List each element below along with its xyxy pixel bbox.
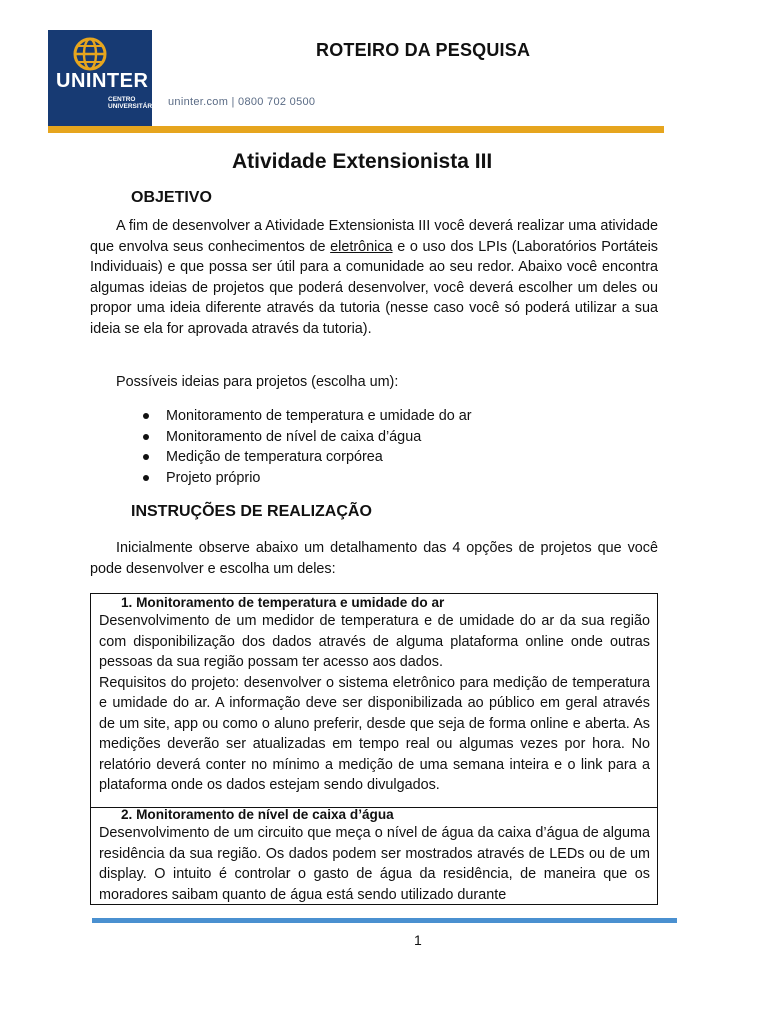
project-description: Desenvolvimento de um circuito que meça o nível de água da caixa d’água de alguma residência da sua região. Os dados podem ser mostrados através de LEDs ou de um display. O intuito é controlar o gasto de água da residência, de maneira que os moradores saibam quanto de água está sendo utilizado durante: [99, 825, 650, 903]
ideas-list: [140, 406, 472, 488]
objective-heading: OBJETIVO: [131, 189, 212, 206]
footer-divider: [92, 918, 677, 923]
project-heading: 1. Monitoramento de temperatura e umidade do ar: [121, 595, 445, 610]
project-box-2: [90, 806, 658, 905]
uninter-logo: [48, 30, 159, 130]
instructions-paragraph: Inicialmente observe abaixo um detalhamento das 4 opções de projetos que você pode desenvolver e escolha um deles:: [90, 540, 658, 577]
objective-paragraph: A fim de desenvolver a Atividade Extensionista III você deverá realizar uma atividade que envolva seus conhecimentos de eletrônica e o uso dos LPIs (Laboratórios Portáteis Individuais) e que possa ser útil para a comunidade ao seu redor. Abaixo você encontra algumas ideias de projetos que poderá desenvolver, você deverá escolher um deles ou propor uma ideia diferente através da tutoria (nesse caso você só poderá utilizar a sua ideia se ela for aprovada através da tutoria).: [90, 218, 658, 337]
project-requirements: Requisitos do projeto: desenvolver o sistema eletrônico para medição de temperatura e umidade do ar. A informação deve ser disponibilizada ao público em geral através de um site, app ou como o aluno preferir, desde que seja de forma online e aberta. As medições deverão ser atualizadas em tempo real ou algumas vezes por hora. No relatório deverá conter no mínimo a medição de uma semana inteira e o link para a plataforma onde os dados estejam sendo divulgados.: [99, 674, 650, 793]
list-item: Monitoramento de nível de caixa d’água: [140, 427, 472, 448]
project-description: Desenvolvimento de um medidor de temperatura e de umidade do ar da sua região com disponibilização dos dados através de alguma plataforma online onde outras pessoas da sua região possam ter acesso aos dados.: [99, 613, 650, 670]
logo-name: UNINTER: [56, 70, 149, 92]
globe-icon: [72, 36, 108, 72]
ideas-intro: Possíveis ideias para projetos (escolha um):: [116, 374, 399, 390]
contact-info: uninter.com | 0800 702 0500: [168, 96, 316, 108]
underlined-term: eletrônica: [330, 238, 393, 255]
document-title: Atividade Extensionista III: [232, 150, 493, 173]
project-heading: 2. Monitoramento de nível de caixa d’água: [121, 807, 394, 822]
project-box-1: [90, 593, 658, 808]
instructions-heading: INSTRUÇÕES DE REALIZAÇÃO: [131, 503, 372, 520]
list-item: Projeto próprio: [140, 468, 472, 489]
header-divider: [48, 126, 664, 133]
list-item: Monitoramento de temperatura e umidade do ar: [140, 406, 472, 427]
header-title: ROTEIRO DA PESQUISA: [316, 40, 531, 60]
logo-subtitle: CENTRO UNIVERSITÁRIO: [108, 96, 159, 110]
list-item: Medição de temperatura corpórea: [140, 447, 472, 468]
page-number: 1: [414, 932, 422, 948]
